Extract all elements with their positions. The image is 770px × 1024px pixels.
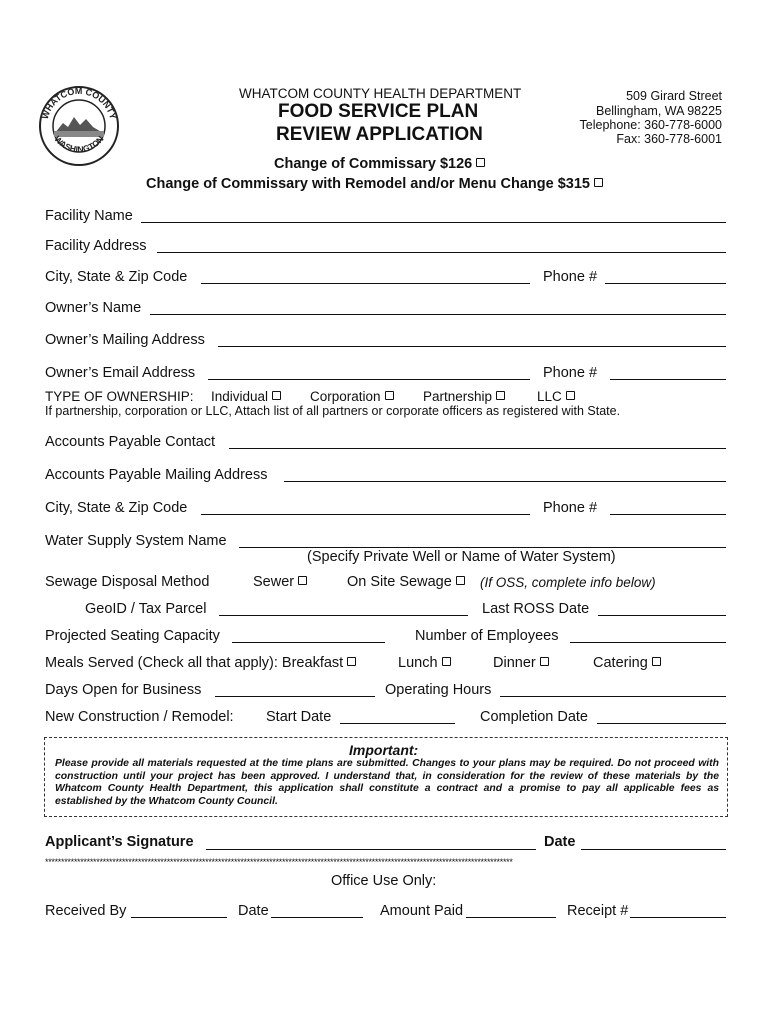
owners-phone-label: Phone # — [543, 365, 598, 381]
meals-lunch[interactable] — [398, 655, 451, 671]
lunch-label: Lunch — [398, 655, 438, 671]
ownership-llc[interactable] — [537, 389, 575, 404]
svg-text:WHATCOM COUNTY — [40, 86, 118, 120]
water-supply-note: (Specify Private Well or Name of Water System) — [307, 549, 616, 565]
seating-field[interactable] — [232, 642, 385, 643]
divider-stars: ************************************************************************************************************************************************** — [45, 857, 513, 867]
address-street: 509 Girard Street — [626, 89, 722, 103]
ownership-type-label: TYPE OF OWNERSHIP: — [45, 389, 194, 404]
important-heading: Important: — [349, 742, 419, 758]
form-title-line2: REVIEW APPLICATION — [276, 124, 483, 145]
ownership-note: If partnership, corporation or LLC, Attach list of all partners or corporate officers as registered with State. — [45, 404, 621, 418]
hours-label: Operating Hours — [385, 682, 492, 698]
meals-dinner[interactable] — [493, 655, 549, 671]
onsite-option[interactable] — [347, 574, 465, 590]
receipt-field[interactable] — [630, 917, 726, 918]
corporation-checkbox[interactable] — [385, 391, 394, 400]
last-ross-field[interactable] — [598, 615, 726, 616]
completion-date-field[interactable] — [597, 723, 726, 724]
water-supply-label: Water Supply System Name — [45, 533, 227, 549]
owners-mailing-field[interactable] — [218, 346, 726, 347]
owners-email-field[interactable] — [208, 379, 530, 380]
fax: Fax: 360-778-6001 — [616, 132, 722, 146]
start-date-label: Start Date — [266, 709, 332, 725]
onsite-label: On Site Sewage — [347, 574, 452, 590]
fee-option-2-checkbox[interactable] — [594, 178, 603, 187]
sewage-label: Sewage Disposal Method — [45, 574, 210, 590]
completion-date-label: Completion Date — [480, 709, 588, 725]
owners-mailing-label: Owner’s Mailing Address — [45, 332, 205, 348]
corporation-label: Corporation — [310, 389, 381, 404]
facility-address-label: Facility Address — [45, 238, 147, 254]
facility-city-field[interactable] — [201, 283, 530, 284]
fee-option-1-checkbox[interactable] — [476, 158, 485, 167]
department-name: WHATCOM COUNTY HEALTH DEPARTMENT — [239, 86, 522, 101]
owners-phone-field[interactable] — [610, 379, 726, 380]
oss-note: (If OSS, complete info below) — [480, 575, 656, 590]
seal-bottom-text: WASHINGTON — [52, 133, 106, 155]
amount-paid-field[interactable] — [466, 917, 556, 918]
hours-field[interactable] — [500, 696, 726, 697]
form-title-line1: FOOD SERVICE PLAN — [278, 101, 479, 122]
ap-phone-field[interactable] — [610, 514, 726, 515]
lunch-checkbox[interactable] — [442, 657, 451, 666]
important-text: Please provide all materials requested at the time plans are submitted. Changes to your plans may be required. Do not proceed with construction until your project has been approved. I understand that, in consideration for the review of these materials by the Whatcom County Health Department, this application shall constitute a contract and a promise to pay all applicable fees as established by the Whatcom County Council. — [55, 758, 719, 807]
partnership-checkbox[interactable] — [496, 391, 505, 400]
facility-phone-label: Phone # — [543, 269, 598, 285]
meals-breakfast[interactable] — [45, 655, 356, 671]
facility-address-field[interactable] — [157, 252, 726, 253]
ownership-type-row — [45, 389, 194, 404]
sewer-option[interactable] — [253, 574, 307, 590]
office-date-field[interactable] — [271, 917, 363, 918]
address-city: Bellingham, WA 98225 — [595, 104, 722, 118]
ownership-corporation[interactable] — [310, 389, 394, 404]
signature-label: Applicant’s Signature — [45, 834, 194, 850]
ap-city-label: City, State & Zip Code — [45, 500, 188, 516]
facility-name-field[interactable] — [141, 222, 726, 223]
last-ross-label: Last ROSS Date — [482, 601, 590, 617]
geoid-field[interactable] — [219, 615, 468, 616]
office-date-label: Date — [238, 903, 269, 919]
individual-label: Individual — [211, 389, 269, 404]
start-date-field[interactable] — [340, 723, 455, 724]
catering-label: Catering — [593, 655, 648, 671]
seating-label: Projected Seating Capacity — [45, 628, 220, 644]
partnership-label: Partnership — [423, 389, 493, 404]
days-open-field[interactable] — [215, 696, 375, 697]
dinner-label: Dinner — [493, 655, 536, 671]
fee-option-1-label: Change of Commissary $126 — [274, 156, 473, 172]
received-by-field[interactable] — [131, 917, 227, 918]
breakfast-checkbox[interactable] — [347, 657, 356, 666]
ap-contact-field[interactable] — [229, 448, 726, 449]
ownership-individual[interactable] — [211, 389, 281, 404]
owners-name-label: Owner’s Name — [45, 300, 142, 316]
employees-field[interactable] — [570, 642, 726, 643]
dinner-checkbox[interactable] — [540, 657, 549, 666]
llc-checkbox[interactable] — [566, 391, 575, 400]
ap-phone-label: Phone # — [543, 500, 598, 516]
geoid-label: GeoID / Tax Parcel — [85, 601, 207, 617]
facility-phone-field[interactable] — [605, 283, 726, 284]
catering-checkbox[interactable] — [652, 657, 661, 666]
fee-option-1 — [274, 156, 485, 172]
sewer-checkbox[interactable] — [298, 576, 307, 585]
ap-city-field[interactable] — [201, 514, 530, 515]
receipt-label: Receipt # — [567, 903, 629, 919]
received-by-label: Received By — [45, 903, 127, 919]
seal-top-text: WHATCOM COUNTY — [39, 85, 119, 121]
llc-label: LLC — [537, 389, 562, 404]
new-construction-label: New Construction / Remodel: — [45, 709, 234, 725]
owners-email-label: Owner’s Email Address — [45, 365, 196, 381]
amount-paid-label: Amount Paid — [380, 903, 464, 919]
days-open-label: Days Open for Business — [45, 682, 202, 698]
ap-contact-label: Accounts Payable Contact — [45, 434, 216, 450]
individual-checkbox[interactable] — [272, 391, 281, 400]
fee-option-2 — [146, 176, 603, 192]
owners-name-field[interactable] — [150, 314, 726, 315]
water-supply-field[interactable] — [239, 547, 726, 548]
fee-option-2-label: Change of Commissary with Remodel and/or Menu Change $315 — [146, 176, 590, 192]
signature-field[interactable] — [206, 849, 536, 850]
facility-city-label: City, State & Zip Code — [45, 269, 188, 285]
ap-mailing-label: Accounts Payable Mailing Address — [45, 467, 268, 483]
employees-label: Number of Employees — [415, 628, 559, 644]
ownership-partnership[interactable] — [423, 389, 505, 404]
office-use-heading: Office Use Only: — [331, 873, 437, 889]
sewer-label: Sewer — [253, 574, 295, 590]
onsite-checkbox[interactable] — [456, 576, 465, 585]
facility-name-label: Facility Name — [45, 208, 133, 224]
ap-mailing-field[interactable] — [284, 481, 726, 482]
meals-catering[interactable] — [593, 655, 661, 671]
telephone: Telephone: 360-778-6000 — [579, 118, 722, 132]
signature-date-label: Date — [544, 834, 576, 850]
meals-label: Meals Served (Check all that apply): Breakfast — [45, 655, 344, 671]
signature-date-field[interactable] — [581, 849, 726, 850]
county-seal — [38, 85, 120, 167]
